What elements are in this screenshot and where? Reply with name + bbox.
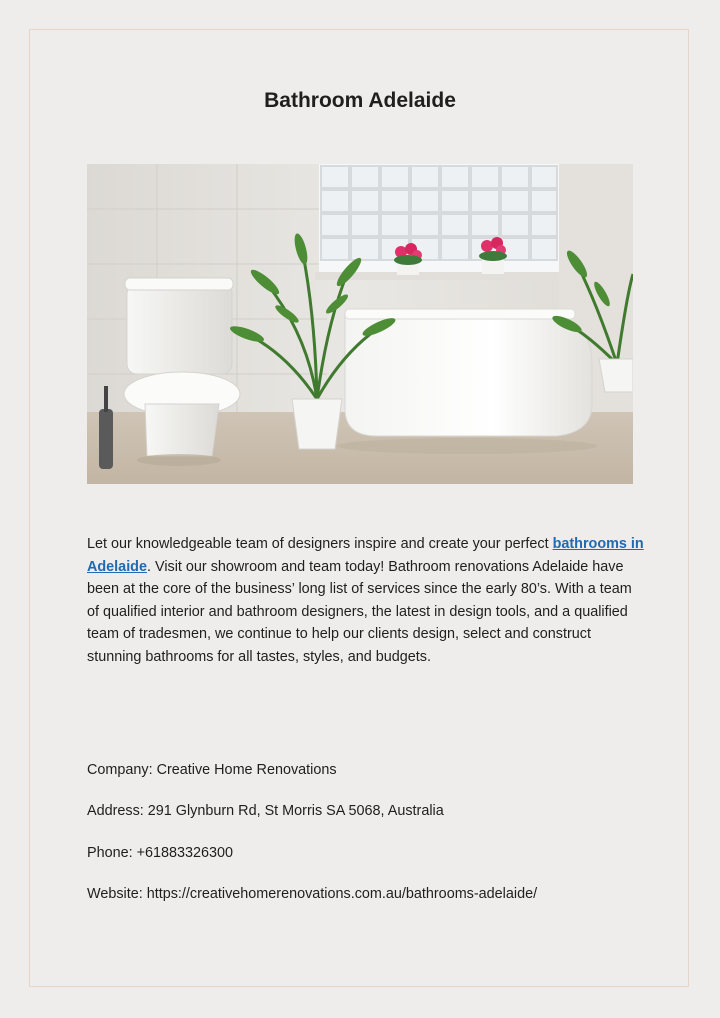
bathroom-photo [87, 164, 633, 484]
phone-line: Phone: +61883326300 [87, 845, 234, 861]
intro-text-before-link: Let our knowledgeable team of designers inspire and create your perfect [87, 536, 553, 552]
company-line: Company: Creative Home Renovations [87, 762, 337, 778]
document-title: Bathroom Adelaide [264, 89, 456, 112]
website-line: Website: https://creativehomerenovations.com.au/bathrooms-adelaide/ [87, 886, 538, 902]
intro-text-after-link: . Visit our showroom and team today! Bathroom renovations Adelaide have been at the core of the business’ long list of services since the early 80’s. With a team of qualified interior and bathroom designers, the latest in design tools, and a qualified team of tradesmen, we continue to help our clients design, select and construct stunning bathrooms for all tastes, styles, and budgets. [87, 558, 632, 665]
address-line: Address: 291 Glynburn Rd, St Morris SA 5068, Australia [87, 803, 444, 819]
intro-paragraph [87, 533, 647, 669]
bathrooms-adelaide-link[interactable]: bathrooms in Adelaide [87, 536, 644, 575]
